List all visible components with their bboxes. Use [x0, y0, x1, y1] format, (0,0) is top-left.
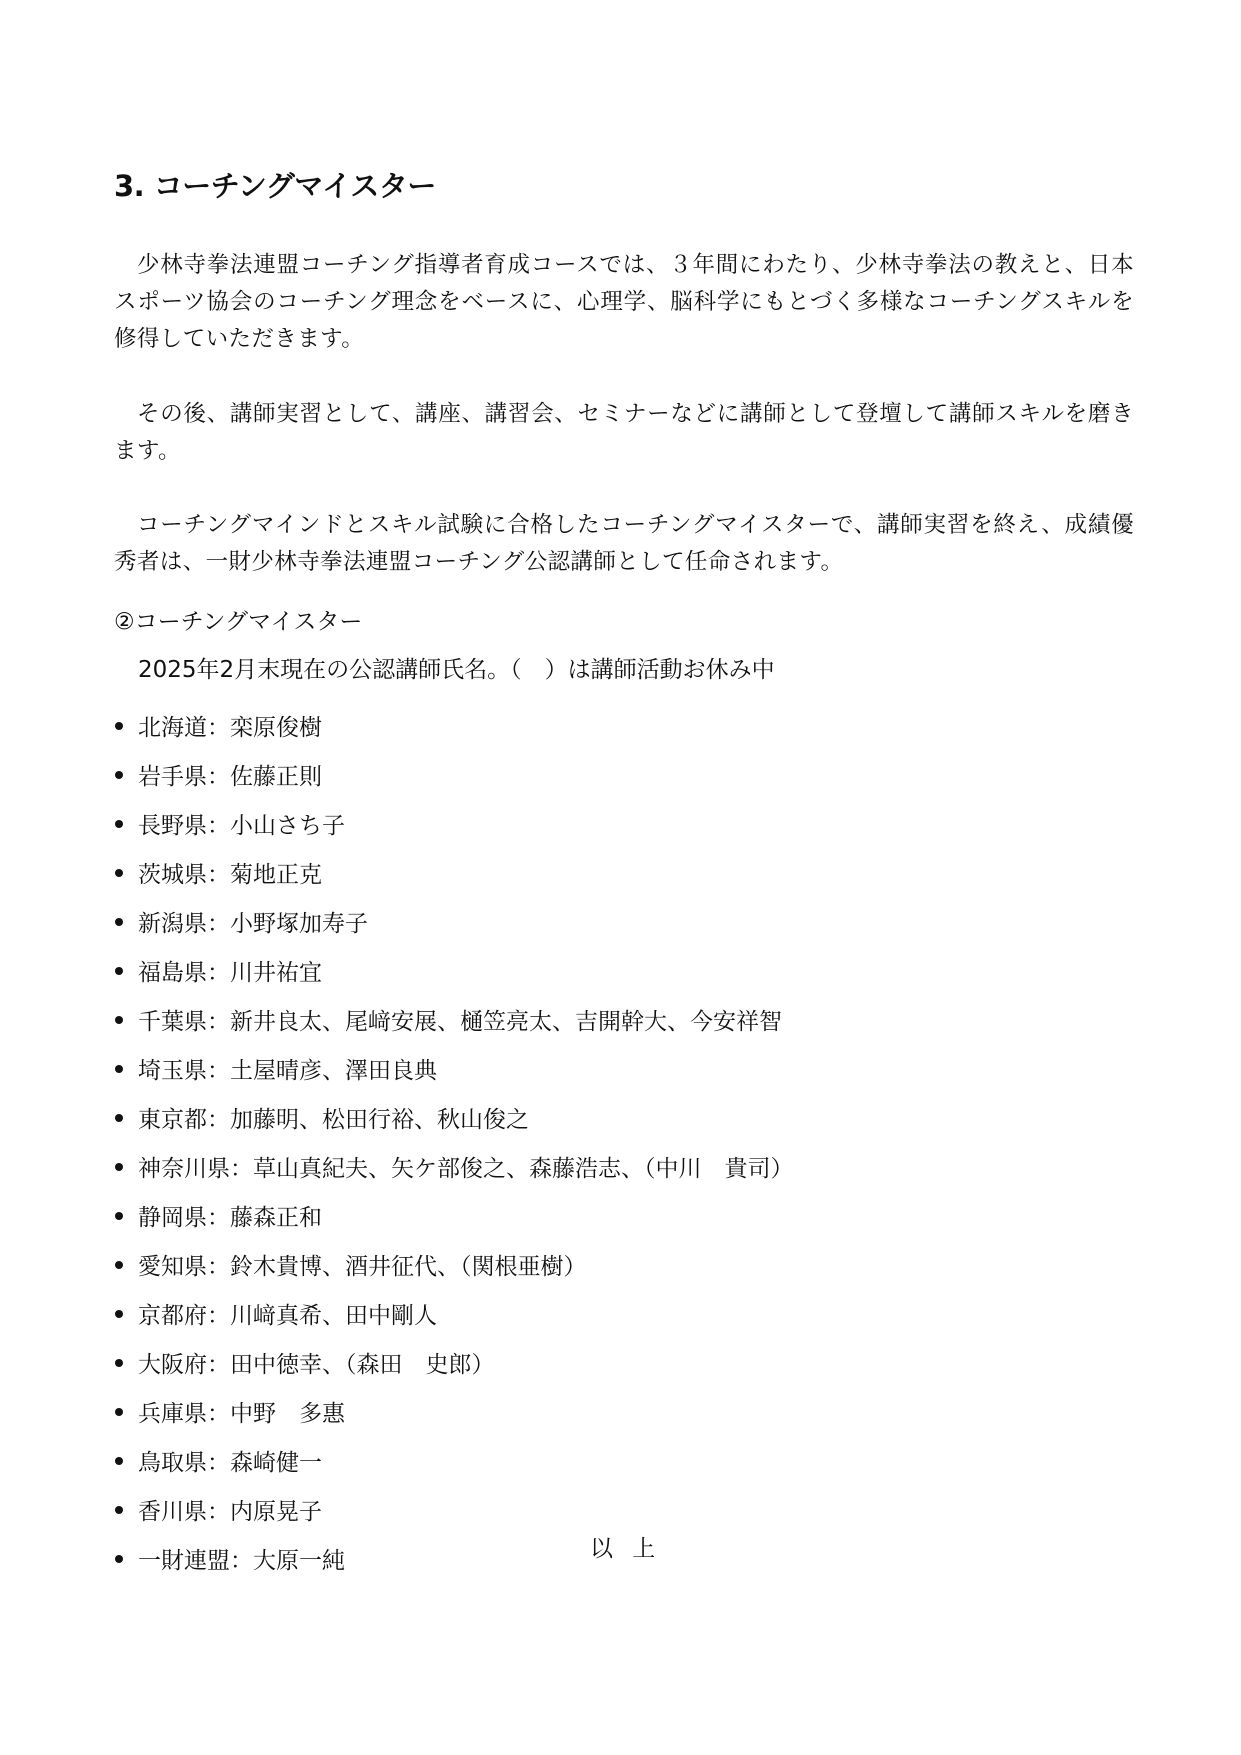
bullet-icon — [115, 1359, 123, 1367]
bullet-icon — [115, 1114, 123, 1122]
bullet-icon — [115, 1310, 123, 1318]
list-item-text: 一財連盟：大原一純 — [138, 1548, 345, 1574]
list-item — [114, 1044, 794, 1093]
bullet-icon — [115, 1506, 123, 1514]
list-item — [114, 1485, 794, 1534]
list-item — [114, 1191, 794, 1240]
bullet-icon — [115, 918, 123, 926]
list-item-text: 東京都：加藤明、松田行裕、秋山俊之 — [138, 1107, 529, 1133]
bullet-icon — [115, 1457, 123, 1465]
list-item-text: 北海道：栾原俊樹 — [138, 715, 322, 741]
list-item-text: 埼玉県：土屋晴彦、澤田良典 — [138, 1058, 437, 1084]
appointment-paragraph: コーチングマインドとスキル試験に合格したコーチングマイスターで、講師実習を終え、成績優秀者は、一財少林寺拳法連盟コーチング公認講師として任命されます。 — [114, 511, 1134, 575]
bullet-icon — [115, 967, 123, 975]
list-item-text: 千葉県：新井良太、尾﨑安展、樋笠亮太、吉開幹大、今安祥智 — [138, 1009, 782, 1035]
list-item-text: 兵庫県：中野 多惠 — [138, 1401, 345, 1427]
list-item-text: 長野県：小山さち子 — [138, 813, 345, 839]
practice-paragraph: その後、講師実習として、講座、講習会、セミナーなどに講師として登壇して講師スキルを磨きます。 — [114, 400, 1134, 464]
list-item — [114, 1387, 794, 1436]
bullet-icon — [115, 1408, 123, 1416]
list-item-text: 岩手県：佐藤正則 — [138, 764, 322, 790]
list-item-text: 神奈川県：草山真紀夫、矢ケ部俊之、森藤浩志、（中川 貴司） — [138, 1156, 794, 1182]
bullet-icon — [115, 1212, 123, 1220]
intro-paragraph: 少林寺拳法連盟コーチング指導者育成コースでは、３年間にわたり、少林寺拳法の教えと、日本スポーツ協会のコーチング理念をベースに、心理学、脳科学にもとづく多様なコーチングスキルを修得していただきます。 — [114, 251, 1134, 352]
list-item — [114, 1436, 794, 1485]
list-item — [114, 1338, 794, 1387]
bullet-icon — [115, 722, 123, 730]
list-item-text: 福島県：川井祐宜 — [138, 960, 322, 986]
list-item-text: 京都府：川﨑真希、田中剛人 — [138, 1303, 437, 1329]
list-item — [114, 1289, 794, 1338]
instructor-list — [114, 701, 794, 1583]
list-item-text: 愛知県：鈴木貴博、酒井征代、（関根亜樹） — [138, 1254, 587, 1280]
list-item — [114, 1093, 794, 1142]
list-item — [114, 995, 794, 1044]
list-item — [114, 848, 794, 897]
bullet-icon — [115, 869, 123, 877]
bullet-icon — [115, 1065, 123, 1073]
bullet-icon — [115, 820, 123, 828]
bullet-icon — [115, 1555, 123, 1563]
list-item — [114, 1240, 794, 1289]
list-item-text: 新潟県：小野塚加寿子 — [138, 911, 368, 937]
bullet-icon — [115, 1261, 123, 1269]
list-item-text: 静岡県：藤森正和 — [138, 1205, 322, 1231]
list-item — [114, 750, 794, 799]
bullet-icon — [115, 1016, 123, 1024]
list-item — [114, 1534, 794, 1583]
end-mark: 以 上 — [590, 1536, 662, 1562]
section-title: 3. コーチングマイスター — [114, 169, 436, 203]
list-item — [114, 1142, 794, 1191]
list-item-text: 香川県：内原晃子 — [138, 1499, 322, 1525]
list-item — [114, 946, 794, 995]
bullet-icon — [115, 771, 123, 779]
meister-heading: ②コーチングマイスター — [114, 609, 363, 635]
list-item-text: 大阪府：田中徳幸、（森田 史郎） — [138, 1352, 495, 1378]
list-item — [114, 897, 794, 946]
bullet-icon — [115, 1163, 123, 1171]
list-item — [114, 799, 794, 848]
list-item-text: 茨城県：菊地正克 — [138, 862, 322, 888]
meister-note: 2025年2月末現在の公認講師氏名。（ ）は講師活動お休み中 — [138, 657, 775, 683]
list-item — [114, 701, 794, 750]
list-item-text: 鳥取県：森崎健一 — [138, 1450, 322, 1476]
